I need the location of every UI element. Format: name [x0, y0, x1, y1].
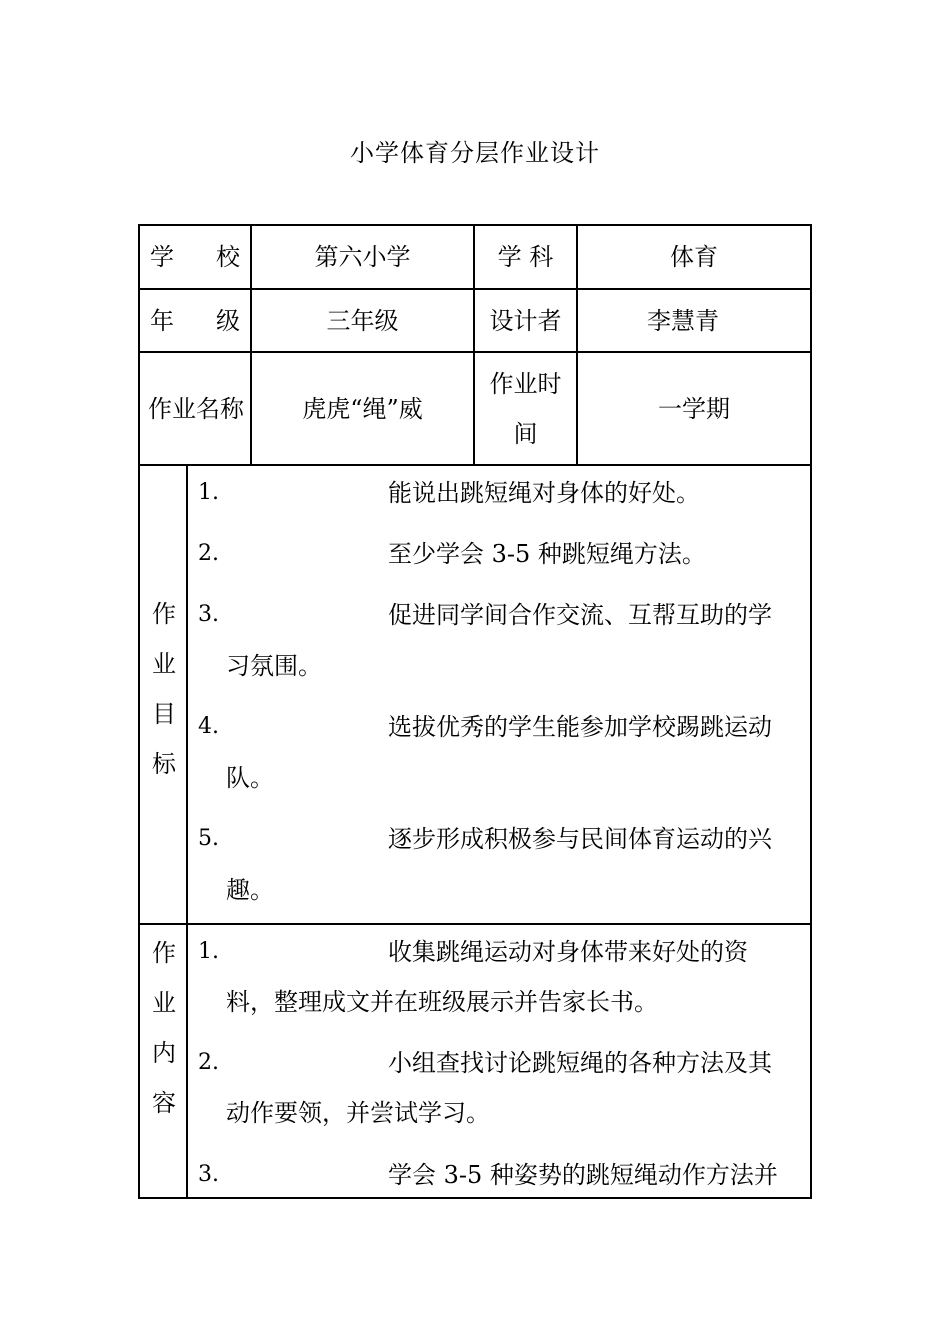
content-number: 2.: [198, 1050, 219, 1075]
school-label-char: 学: [150, 243, 174, 271]
school-value: 第六小学: [314, 243, 411, 271]
goal-text: 逐步形成积极参与民间体育运动的兴: [388, 825, 772, 853]
goals-label-char: 目: [152, 700, 176, 728]
goal-text: 能说出跳短绳对身体的好处。: [388, 479, 700, 507]
goals-label-char: 业: [152, 650, 176, 678]
goal-text: 趣。: [226, 876, 274, 904]
goals-label-char: 标: [152, 750, 176, 778]
goals-label: [140, 589, 188, 789]
goal-number: 5.: [198, 826, 219, 851]
subject-value: 体育: [670, 243, 718, 271]
goal-number: 4.: [198, 714, 219, 739]
content-label-char: 容: [152, 1089, 176, 1117]
content-text: 小组查找讨论跳短绳的各种方法及其: [388, 1049, 772, 1077]
school-label: [140, 226, 250, 288]
goal-text: 选拔优秀的学生能参加学校踢跳运动: [388, 713, 772, 741]
goals-label-char: 作: [152, 600, 176, 628]
content-text: 料，整理成文并在班级展示并告家长书。: [226, 988, 658, 1016]
content-number: 1.: [198, 939, 219, 964]
content-label-char: 内: [152, 1039, 176, 1067]
homework-time-value: 一学期: [658, 394, 730, 423]
goal-text: 促进同学间合作交流、互帮互助的学: [388, 601, 772, 629]
content-text: 学会 3-5 种姿势的跳短绳动作方法并: [388, 1161, 778, 1189]
subject-label: 学 科: [497, 243, 554, 271]
goal-number: 3.: [198, 602, 219, 627]
homework-time-label: [475, 353, 576, 464]
school-label-char: 校: [216, 243, 240, 271]
grade-label-char: 年: [150, 306, 174, 335]
goal-text: 至少学会 3-5 种跳短绳方法。: [388, 540, 706, 568]
content-label-char: 业: [152, 989, 176, 1017]
row-divider: [140, 923, 810, 925]
goal-number: 1.: [198, 480, 219, 505]
content-label: [140, 928, 188, 1128]
row-divider: [140, 464, 810, 466]
homework-time-label-line: 作业时: [489, 369, 562, 398]
grade-value: 三年级: [326, 306, 399, 335]
goal-number: 2.: [198, 541, 219, 566]
homework-name-value: 虎虎“绳”威: [302, 394, 423, 423]
content-text: 动作要领，并尝试学习。: [226, 1099, 490, 1127]
content-label-char: 作: [152, 939, 176, 967]
designer-label: 设计者: [489, 306, 562, 335]
design-form-table: [138, 224, 812, 1199]
content-number: 3.: [198, 1162, 219, 1187]
homework-time-label-line: 间: [513, 419, 538, 448]
goal-text: 队。: [226, 764, 274, 792]
content-text: 收集跳绳运动对身体带来好处的资: [388, 938, 748, 966]
goal-text: 习氛围。: [226, 652, 322, 680]
designer-value: 李慧青: [647, 306, 719, 335]
page-title: 小学体育分层作业设计: [350, 139, 600, 167]
grade-label-char: 级: [216, 306, 240, 335]
grade-label: [140, 290, 250, 351]
homework-name-label: 作业名称: [148, 394, 244, 423]
